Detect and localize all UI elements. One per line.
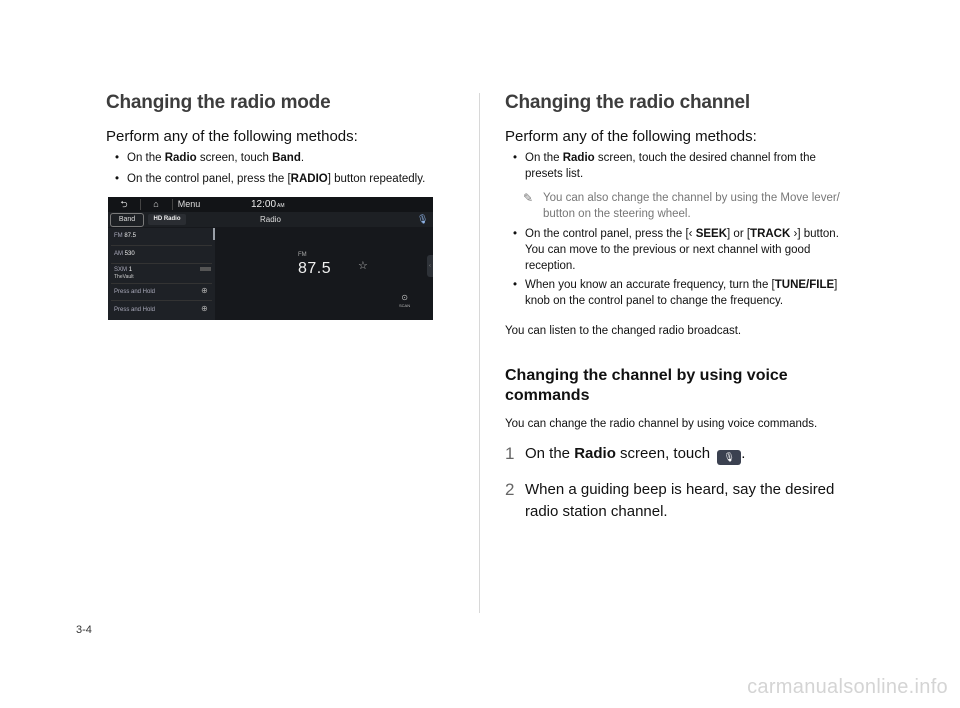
step-number: 2	[505, 480, 515, 499]
item-band: SXM	[114, 267, 128, 273]
radio-bold: Radio	[164, 152, 197, 164]
right-bullet-1	[525, 150, 816, 182]
text: screen, touch	[615, 445, 715, 462]
home-icon: ⌂	[153, 199, 159, 209]
step-number: 1	[505, 444, 515, 463]
left-intro: Perform any of the following methods:	[106, 128, 358, 145]
right-intro: Perform any of the following methods:	[505, 128, 757, 145]
chevron-left-icon: ‹	[688, 228, 693, 240]
heading-line: commands	[505, 387, 590, 404]
left-bullet-1	[127, 150, 304, 166]
radio-bold: Radio	[562, 152, 595, 164]
radio-screen-image	[108, 197, 433, 320]
text: reception.	[525, 260, 576, 272]
text: screen, touch the desired channel from the	[594, 152, 816, 164]
page-number: 3-4	[76, 624, 92, 636]
chevron-right-icon: ›	[793, 228, 798, 240]
screen-title: Radio	[260, 215, 281, 224]
tune-file-bold: TUNE/FILE	[774, 279, 835, 291]
text: presets list.	[525, 168, 584, 180]
side-tab-icon: ‹	[427, 255, 433, 277]
clock	[251, 198, 285, 213]
band-bold: Band	[272, 152, 301, 164]
note-line: You can also change the channel by using the Move lever/	[543, 192, 840, 204]
add-icon: ⊕	[201, 286, 208, 295]
current-frequency: 87.5	[298, 260, 332, 277]
item-value: 87.5	[124, 233, 137, 239]
step-2	[505, 479, 835, 523]
seek-bold: SEEK	[695, 228, 728, 240]
text: radio station channel.	[525, 503, 668, 520]
mic-icon: 🎙	[717, 450, 741, 465]
text: When a guiding beep is heard, say the desired	[525, 481, 835, 498]
list-item-sub: TheVault	[114, 274, 134, 280]
voice-paragraph: You can change the radio channel by using voice commands.	[505, 418, 818, 430]
text: ]	[834, 279, 838, 291]
list-item: Press and Hold	[114, 307, 156, 313]
step-1	[505, 443, 746, 465]
column-divider	[479, 93, 480, 613]
text: On the	[525, 445, 575, 462]
scan-label: SCAN	[399, 303, 411, 308]
heading-line: Changing the channel by using voice	[505, 367, 788, 384]
result-paragraph: You can listen to the changed radio broadcast.	[505, 325, 742, 337]
list-item	[114, 267, 132, 273]
scrollbar	[213, 228, 215, 240]
list-divider	[111, 283, 212, 284]
divider	[140, 199, 141, 210]
right-bullet-3	[525, 277, 837, 309]
text: knob on the control panel to change the frequency.	[525, 295, 784, 307]
divider	[172, 199, 173, 210]
current-band: FM	[298, 252, 307, 258]
right-bullet-2	[525, 226, 839, 274]
item-value: 1	[128, 267, 133, 273]
voice-heading	[505, 366, 788, 406]
list-item: Press and Hold	[114, 289, 156, 295]
text: You can move to the previous or next channel with good	[525, 244, 811, 256]
hd-radio-logo: HD Radio	[148, 214, 186, 225]
right-heading: Changing the radio channel	[505, 92, 750, 113]
text: .	[300, 152, 305, 164]
text: ] button.	[797, 228, 839, 240]
scan-icon: ⊙	[401, 293, 408, 302]
clock-ampm: AM	[277, 203, 285, 209]
add-icon: ⊕	[201, 304, 208, 313]
left-bullet-2	[127, 171, 425, 187]
track-bold: TRACK	[750, 228, 791, 240]
text: On the	[127, 152, 165, 164]
text: ] button repeatedly.	[327, 173, 426, 185]
note-line: button on the steering wheel.	[543, 208, 691, 220]
clock-time: 12:00	[251, 199, 277, 210]
text: screen, touch	[196, 152, 273, 164]
pencil-note-icon: ✎	[523, 191, 534, 205]
list-item	[114, 251, 135, 257]
mic-icon: 🎙	[417, 214, 429, 224]
list-divider	[111, 245, 212, 246]
star-icon: ☆	[358, 260, 368, 272]
list-divider	[111, 263, 212, 264]
menu-label: Menu	[177, 199, 201, 209]
radio-bold: Radio	[574, 445, 616, 462]
left-heading: Changing the radio mode	[106, 92, 331, 113]
text: On the control panel, press the [	[525, 228, 689, 240]
watermark: carmanualsonline.info	[747, 676, 948, 698]
scan-button	[399, 294, 410, 310]
back-icon: ⮌	[120, 199, 128, 209]
text: On the	[525, 152, 563, 164]
list-divider	[111, 300, 212, 301]
text: When you know an accurate frequency, turn the [	[525, 279, 775, 291]
hd-tag-icon	[200, 267, 211, 271]
radio-button-bold: RADIO	[290, 173, 328, 185]
item-band: FM	[114, 233, 123, 239]
band-button: Band	[110, 213, 144, 227]
text: .	[741, 445, 746, 462]
item-band: AM	[114, 251, 123, 257]
text: On the control panel, press the [	[127, 173, 291, 185]
note	[523, 190, 840, 222]
text: ] or [	[727, 228, 751, 240]
item-value: 530	[124, 251, 135, 257]
list-item	[114, 233, 136, 239]
